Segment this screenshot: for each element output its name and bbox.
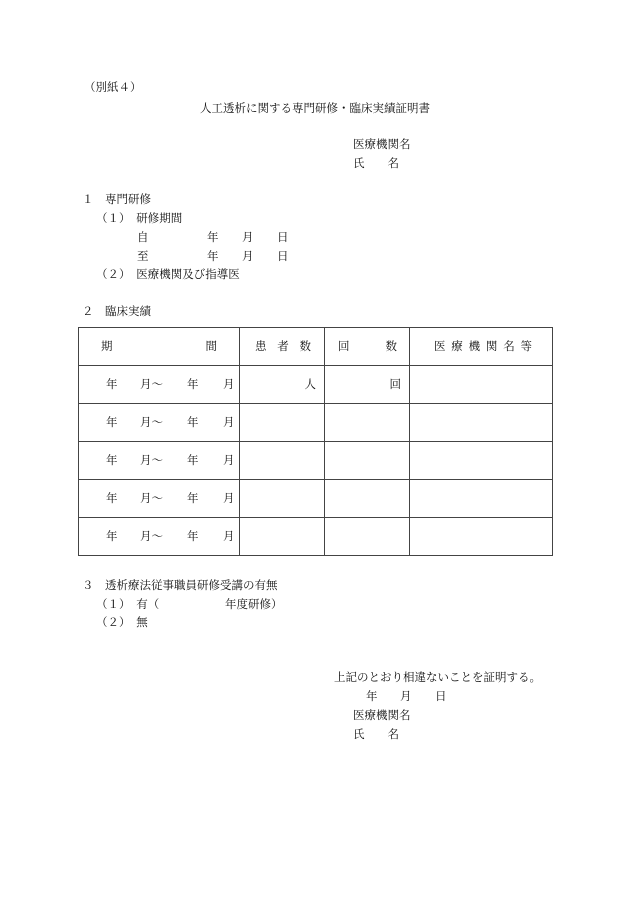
certification-statement: 上記のとおり相違ないことを証明する。: [334, 670, 541, 684]
patients-cell[interactable]: [240, 480, 325, 518]
start-year-unit: 年: [106, 491, 118, 505]
header-institution-char-4: 関: [485, 338, 498, 353]
document-title: 人工透析に関する専門研修・臨床実績証明書: [200, 101, 430, 115]
section3-heading: ３ 透析療法従事職員研修受講の有無: [82, 578, 278, 592]
header-institution-label: 医療機関名: [353, 137, 411, 151]
training-no-label: （２） 無: [96, 615, 148, 629]
times-cell[interactable]: [325, 366, 410, 404]
end-month-unit: 月: [223, 453, 235, 467]
header-patients: [240, 328, 325, 366]
training-yes-suffix: 年度研修）: [225, 597, 283, 611]
start-month-unit: 月～: [140, 453, 163, 467]
patients-unit: 人: [304, 376, 316, 391]
institution-cell[interactable]: [410, 480, 553, 518]
start-month-unit: 月～: [140, 529, 163, 543]
header-patients-char-1: 患: [255, 338, 267, 353]
end-year-unit: 年: [187, 529, 199, 543]
table-row: [79, 404, 553, 442]
patients-cell[interactable]: [240, 366, 325, 404]
end-month-unit: 月: [223, 415, 235, 429]
from-month: 月: [242, 230, 254, 244]
header-name-label: 氏 名: [353, 156, 399, 170]
period-cell: [79, 518, 240, 556]
period-cell: [79, 404, 240, 442]
from-year: 年: [207, 230, 219, 244]
institution-instructor-label: （２） 医療機関及び指導医: [96, 267, 240, 281]
table-header-row: [79, 328, 553, 366]
institution-cell[interactable]: [410, 366, 553, 404]
header-institution-char-3: 機: [468, 338, 481, 353]
start-year-unit: 年: [106, 453, 118, 467]
patients-cell[interactable]: [240, 404, 325, 442]
header-institution-char-1: 医: [434, 338, 446, 353]
header-institution-char-6: 等: [520, 338, 532, 353]
certification-month: 月: [400, 689, 412, 703]
to-day: 日: [277, 249, 289, 263]
header-institution-char-2: 療: [451, 338, 463, 353]
table-row: [79, 480, 553, 518]
start-year-unit: 年: [106, 377, 118, 391]
training-period-label: （１） 研修期間: [96, 211, 183, 225]
annex-label: （別紙４）: [84, 80, 142, 94]
table-row: [79, 442, 553, 480]
table-row: [79, 518, 553, 556]
section2-heading: ２ 臨床実績: [82, 304, 151, 318]
end-year-unit: 年: [187, 377, 199, 391]
end-month-unit: 月: [223, 529, 235, 543]
from-day: 日: [277, 230, 289, 244]
period-cell: [79, 442, 240, 480]
times-cell[interactable]: [325, 480, 410, 518]
times-cell[interactable]: [325, 518, 410, 556]
patients-cell[interactable]: [240, 518, 325, 556]
period-cell: [79, 366, 240, 404]
patients-cell[interactable]: [240, 442, 325, 480]
header-times-char-2: 数: [385, 338, 397, 353]
to-label: 至: [137, 249, 149, 263]
start-year-unit: 年: [106, 415, 118, 429]
table-row: [79, 366, 553, 404]
institution-cell[interactable]: [410, 404, 553, 442]
header-patients-char-3: 数: [299, 338, 311, 353]
end-year-unit: 年: [187, 491, 199, 505]
header-period-char-2: 間: [205, 338, 217, 353]
institution-cell[interactable]: [410, 518, 553, 556]
from-label: 自: [137, 230, 149, 244]
header-period: [79, 328, 240, 366]
header-period-char-1: 期: [101, 338, 113, 353]
times-cell[interactable]: [325, 404, 410, 442]
certification-day: 日: [435, 689, 447, 703]
end-month-unit: 月: [223, 377, 235, 391]
certification-name-label: 氏 名: [353, 727, 399, 741]
training-yes-label: （１） 有（: [96, 597, 160, 611]
clinical-record-table: [78, 327, 553, 556]
to-month: 月: [242, 249, 254, 263]
times-cell[interactable]: [325, 442, 410, 480]
header-times: [325, 328, 410, 366]
times-unit: 回: [389, 376, 401, 391]
period-cell: [79, 480, 240, 518]
to-year: 年: [207, 249, 219, 263]
certification-institution-label: 医療機関名: [353, 708, 411, 722]
end-year-unit: 年: [187, 415, 199, 429]
start-month-unit: 月～: [140, 491, 163, 505]
start-year-unit: 年: [106, 529, 118, 543]
institution-cell[interactable]: [410, 442, 553, 480]
end-month-unit: 月: [223, 491, 235, 505]
start-month-unit: 月～: [140, 377, 163, 391]
end-year-unit: 年: [187, 453, 199, 467]
section1-heading: １ 専門研修: [82, 192, 151, 206]
start-month-unit: 月～: [140, 415, 163, 429]
header-times-char-1: 回: [338, 338, 350, 353]
certification-year: 年: [366, 689, 378, 703]
header-institution-char-5: 名: [503, 338, 515, 353]
header-patients-char-2: 者: [277, 338, 289, 353]
header-institution: [410, 328, 553, 366]
